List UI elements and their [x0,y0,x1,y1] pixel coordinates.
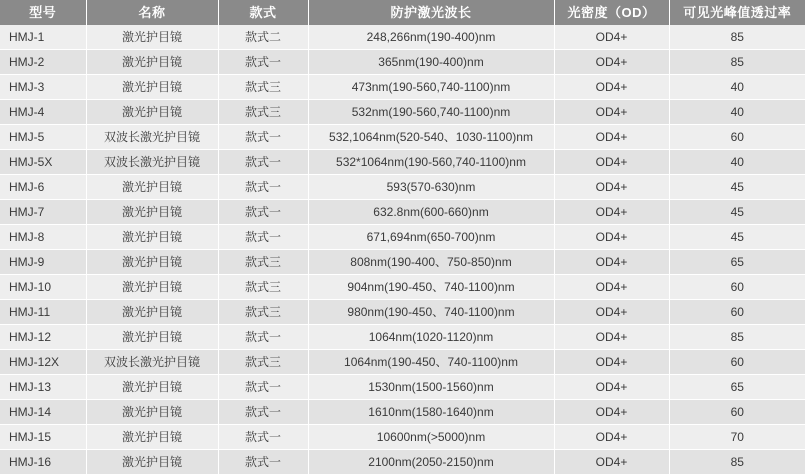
table-row [0,225,805,250]
table-row [0,25,805,50]
column-header-wavelength: 防护激光波长 [308,0,554,25]
table-header-row [0,0,805,25]
cell-optical-density: OD4+ [554,350,669,375]
cell-visible-transmittance: 45 [669,225,805,250]
cell-optical-density: OD4+ [554,375,669,400]
cell-wavelength: 1530nm(1500-1560)nm [308,375,554,400]
column-header-optical-density: 光密度（OD） [554,0,669,25]
cell-style: 款式一 [218,200,308,225]
table-row [0,125,805,150]
cell-style: 款式一 [218,50,308,75]
cell-wavelength: 1064nm(190-450、740-1100)nm [308,350,554,375]
table-row [0,175,805,200]
table-row [0,250,805,275]
cell-visible-transmittance: 45 [669,200,805,225]
cell-wavelength: 532*1064nm(190-560,740-1100)nm [308,150,554,175]
cell-model: HMJ-15 [0,425,86,450]
cell-visible-transmittance: 40 [669,100,805,125]
cell-style: 款式一 [218,325,308,350]
cell-wavelength: 1064nm(1020-1120)nm [308,325,554,350]
cell-visible-transmittance: 85 [669,50,805,75]
cell-model: HMJ-1 [0,25,86,50]
column-header-style: 款式 [218,0,308,25]
cell-wavelength: 904nm(190-450、740-1100)nm [308,275,554,300]
cell-name: 激光护目镜 [86,25,218,50]
cell-name: 激光护目镜 [86,75,218,100]
cell-visible-transmittance: 85 [669,450,805,475]
cell-model: HMJ-14 [0,400,86,425]
cell-style: 款式三 [218,350,308,375]
table-row [0,325,805,350]
cell-style: 款式一 [218,375,308,400]
cell-optical-density: OD4+ [554,125,669,150]
cell-style: 款式三 [218,300,308,325]
table-row [0,200,805,225]
cell-name: 激光护目镜 [86,250,218,275]
cell-visible-transmittance: 60 [669,125,805,150]
table-row [0,75,805,100]
cell-visible-transmittance: 65 [669,375,805,400]
cell-model: HMJ-9 [0,250,86,275]
cell-optical-density: OD4+ [554,450,669,475]
cell-visible-transmittance: 40 [669,75,805,100]
cell-name: 双波长激光护目镜 [86,150,218,175]
cell-model: HMJ-12 [0,325,86,350]
cell-model: HMJ-6 [0,175,86,200]
cell-name: 激光护目镜 [86,225,218,250]
table-row [0,275,805,300]
cell-model: HMJ-8 [0,225,86,250]
cell-optical-density: OD4+ [554,175,669,200]
cell-style: 款式一 [218,400,308,425]
table-row [0,400,805,425]
cell-visible-transmittance: 40 [669,150,805,175]
cell-wavelength: 632.8nm(600-660)nm [308,200,554,225]
cell-visible-transmittance: 85 [669,325,805,350]
cell-wavelength: 1610nm(1580-1640)nm [308,400,554,425]
table-row [0,50,805,75]
cell-style: 款式一 [218,425,308,450]
cell-optical-density: OD4+ [554,225,669,250]
table-body [0,25,805,475]
table-header [0,0,805,25]
cell-style: 款式一 [218,450,308,475]
cell-visible-transmittance: 60 [669,350,805,375]
cell-optical-density: OD4+ [554,200,669,225]
table-row [0,450,805,475]
cell-optical-density: OD4+ [554,275,669,300]
cell-name: 激光护目镜 [86,375,218,400]
cell-style: 款式一 [218,125,308,150]
cell-style: 款式一 [218,150,308,175]
cell-wavelength: 2100nm(2050-2150)nm [308,450,554,475]
cell-wavelength: 365nm(190-400)nm [308,50,554,75]
cell-optical-density: OD4+ [554,50,669,75]
column-header-name: 名称 [86,0,218,25]
cell-style: 款式三 [218,250,308,275]
cell-optical-density: OD4+ [554,325,669,350]
column-header-model: 型号 [0,0,86,25]
cell-style: 款式三 [218,275,308,300]
cell-name: 激光护目镜 [86,100,218,125]
cell-visible-transmittance: 70 [669,425,805,450]
cell-model: HMJ-3 [0,75,86,100]
cell-name: 激光护目镜 [86,275,218,300]
cell-name: 激光护目镜 [86,450,218,475]
cell-name: 激光护目镜 [86,50,218,75]
cell-model: HMJ-2 [0,50,86,75]
cell-wavelength: 473nm(190-560,740-1100)nm [308,75,554,100]
column-header-visible-transmittance: 可见光峰值透过率 [669,0,805,25]
cell-visible-transmittance: 60 [669,400,805,425]
cell-wavelength: 593(570-630)nm [308,175,554,200]
cell-visible-transmittance: 85 [669,25,805,50]
cell-optical-density: OD4+ [554,400,669,425]
cell-name: 激光护目镜 [86,200,218,225]
cell-model: HMJ-11 [0,300,86,325]
cell-style: 款式二 [218,25,308,50]
cell-optical-density: OD4+ [554,75,669,100]
cell-optical-density: OD4+ [554,250,669,275]
cell-wavelength: 532,1064nm(520-540、1030-1100)nm [308,125,554,150]
cell-name: 激光护目镜 [86,425,218,450]
cell-model: HMJ-13 [0,375,86,400]
cell-wavelength: 671,694nm(650-700)nm [308,225,554,250]
cell-optical-density: OD4+ [554,100,669,125]
table-row [0,300,805,325]
cell-model: HMJ-4 [0,100,86,125]
table-row [0,150,805,175]
cell-optical-density: OD4+ [554,300,669,325]
cell-name: 双波长激光护目镜 [86,350,218,375]
cell-name: 激光护目镜 [86,300,218,325]
cell-style: 款式三 [218,100,308,125]
cell-visible-transmittance: 60 [669,275,805,300]
cell-model: HMJ-12X [0,350,86,375]
cell-name: 激光护目镜 [86,175,218,200]
cell-style: 款式一 [218,175,308,200]
cell-wavelength: 248,266nm(190-400)nm [308,25,554,50]
cell-model: HMJ-5 [0,125,86,150]
cell-optical-density: OD4+ [554,425,669,450]
table-row [0,425,805,450]
cell-name: 双波长激光护目镜 [86,125,218,150]
table-row [0,375,805,400]
cell-visible-transmittance: 45 [669,175,805,200]
cell-wavelength: 980nm(190-450、740-1100)nm [308,300,554,325]
cell-wavelength: 808nm(190-400、750-850)nm [308,250,554,275]
table-row [0,100,805,125]
cell-model: HMJ-7 [0,200,86,225]
cell-optical-density: OD4+ [554,150,669,175]
cell-model: HMJ-10 [0,275,86,300]
cell-name: 激光护目镜 [86,325,218,350]
cell-visible-transmittance: 60 [669,300,805,325]
cell-name: 激光护目镜 [86,400,218,425]
cell-model: HMJ-5X [0,150,86,175]
cell-optical-density: OD4+ [554,25,669,50]
cell-style: 款式三 [218,75,308,100]
cell-visible-transmittance: 65 [669,250,805,275]
table-row [0,350,805,375]
cell-model: HMJ-16 [0,450,86,475]
cell-wavelength: 10600nm(>5000)nm [308,425,554,450]
cell-style: 款式一 [218,225,308,250]
cell-wavelength: 532nm(190-560,740-1100)nm [308,100,554,125]
